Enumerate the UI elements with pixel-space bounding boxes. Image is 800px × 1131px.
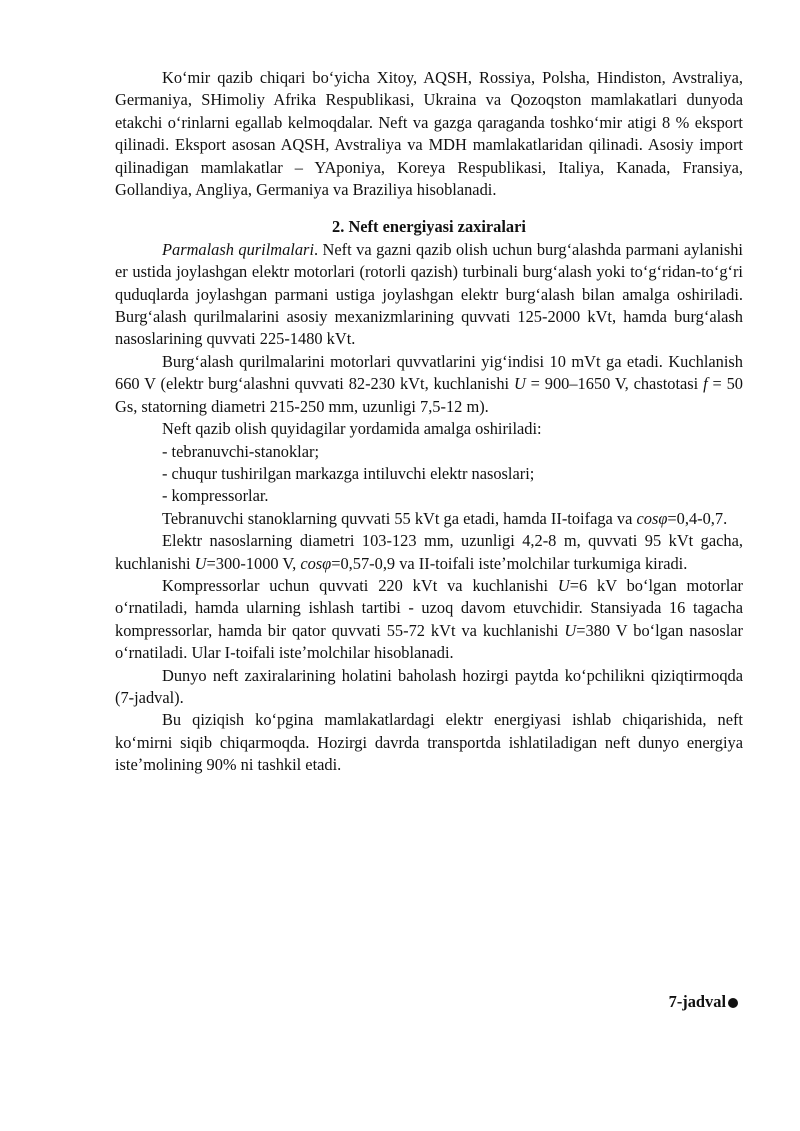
paragraph-coal-exports: Koʻmir qazib chiqari boʻyicha Xitoy, AQSH, Rossiya, Polsha, Hindiston, Avstraliya, Germaniya, SHimoliy Afrika Respublikasi, Ukraina va Qozoqston mamlakatlari dunyoda etakchi oʻrinlarni egallab kelmoqdalar. Neft va gazga qaraganda toshkoʻmir atigi 8 % eksport qilinadi. Eksport asosan AQSH, Avstraliya va MDH mamlakatlaridan qilinadi. Asosiy import qilinadigan mamlakatlar – YAponiya, Koreya Respublikasi, Italiya, Kanada, Fransiya, Gollandiya, Angliya, Germaniya va Braziliya hisoblanadi. (115, 68, 743, 200)
paragraph-motor-power: Burgʻalash qurilmalarini motorlari quvvatlarini yigʻindisi 10 mVt ga etadi. Kuchlanish 660 V (elektr burgʻalashni quvvati 82-230 kVt, kuchlanishi U = 900–1650 V, chastotasi f = 50 Gs, statorning diametri 215-250 mm, uzunligi 7,5-12 m). (115, 351, 743, 416)
paragraph-extraction-methods: Neft qazib olish quyidagilar yordamida amalga oshiriladi: (162, 419, 542, 439)
list-item: - chuqur tushirilgan markazga intiluvchi elektr nasoslari; (162, 463, 535, 483)
list-item: - kompressorlar. (162, 486, 269, 506)
section-heading: 2. Neft energiyasi zaxiralari (332, 217, 526, 237)
list-item: - tebranuvchi-stanoklar; (162, 441, 320, 461)
table-caption: 7-jadval (669, 992, 738, 1012)
paragraph-compressors: Kompressorlar uchun quvvati 220 kVt va kuchlanishi U=6 kV boʻlgan motorlar oʻrnatiladi, hamda ularning ishlash tartibi - uzoq davom etuvchidir. Stansiyada 16 tagacha kompressorlar, hamda bir qator quvvati 55-72 kVt va kuchlanishi U=380 V boʻlgan nasoslar oʻrnatiladi. Ular I-toifali isteʼmolchilar hisoblanadi. (115, 575, 743, 663)
paragraph-pumping-units: Tebranuvchi stanoklarning quvvati 55 kVt ga etadi, hamda II-toifaga va cosφ=0,4-0,7. (162, 508, 728, 528)
paragraph-electric-pumps: Elektr nasoslarning diametri 103-123 mm, uzunligi 4,2-8 m, quvvati 95 kVt gacha, kuchlanishi U=300-1000 V, cosφ=0,57-0,9 va II-toifali isteʼmolchilar turkumiga kiradi. (115, 531, 743, 573)
term-drilling-rigs: Parmalash qurilmalari (162, 239, 314, 259)
paragraph-oil-demand: Bu qiziqish koʻpgina mamlakatlardagi elektr energiyasi ishlab chiqarishida, neft koʻmirni siqib chiqarmoqda. Hozirgi davrda transportda ishlatiladigan neft dunyo energiya isteʼmolining 90% ni tashkil etadi. (115, 710, 743, 775)
paragraph-oil-reserves: Dunyo neft zaxiralarining holatini baholash hozirgi paytda koʻpchilikni qiziqtirmoqda (7-jadval). (115, 665, 743, 707)
extraction-methods-list (115, 441, 743, 508)
bullet-dot-icon (728, 998, 738, 1008)
paragraph-drilling-rigs: Parmalash qurilmalari. Neft va gazni qazib olish uchun burgʻalashda parmani aylanishi er ustida joylashgan elektr motorlari (rotorli qazish) turbinali burgʻalash yoki toʻgʻridan-toʻgʻri quduqlarda joylashgan parmani ustiga joylashgan elektr burgʻalash bilan amalga oshiriladi. Burgʻalash qurilmalarini asosiy mexanizmlarining quvvati 125-2000 kVt, hamda burgʻalash nasoslarining quvvati 225-1480 kVt. (115, 239, 743, 349)
